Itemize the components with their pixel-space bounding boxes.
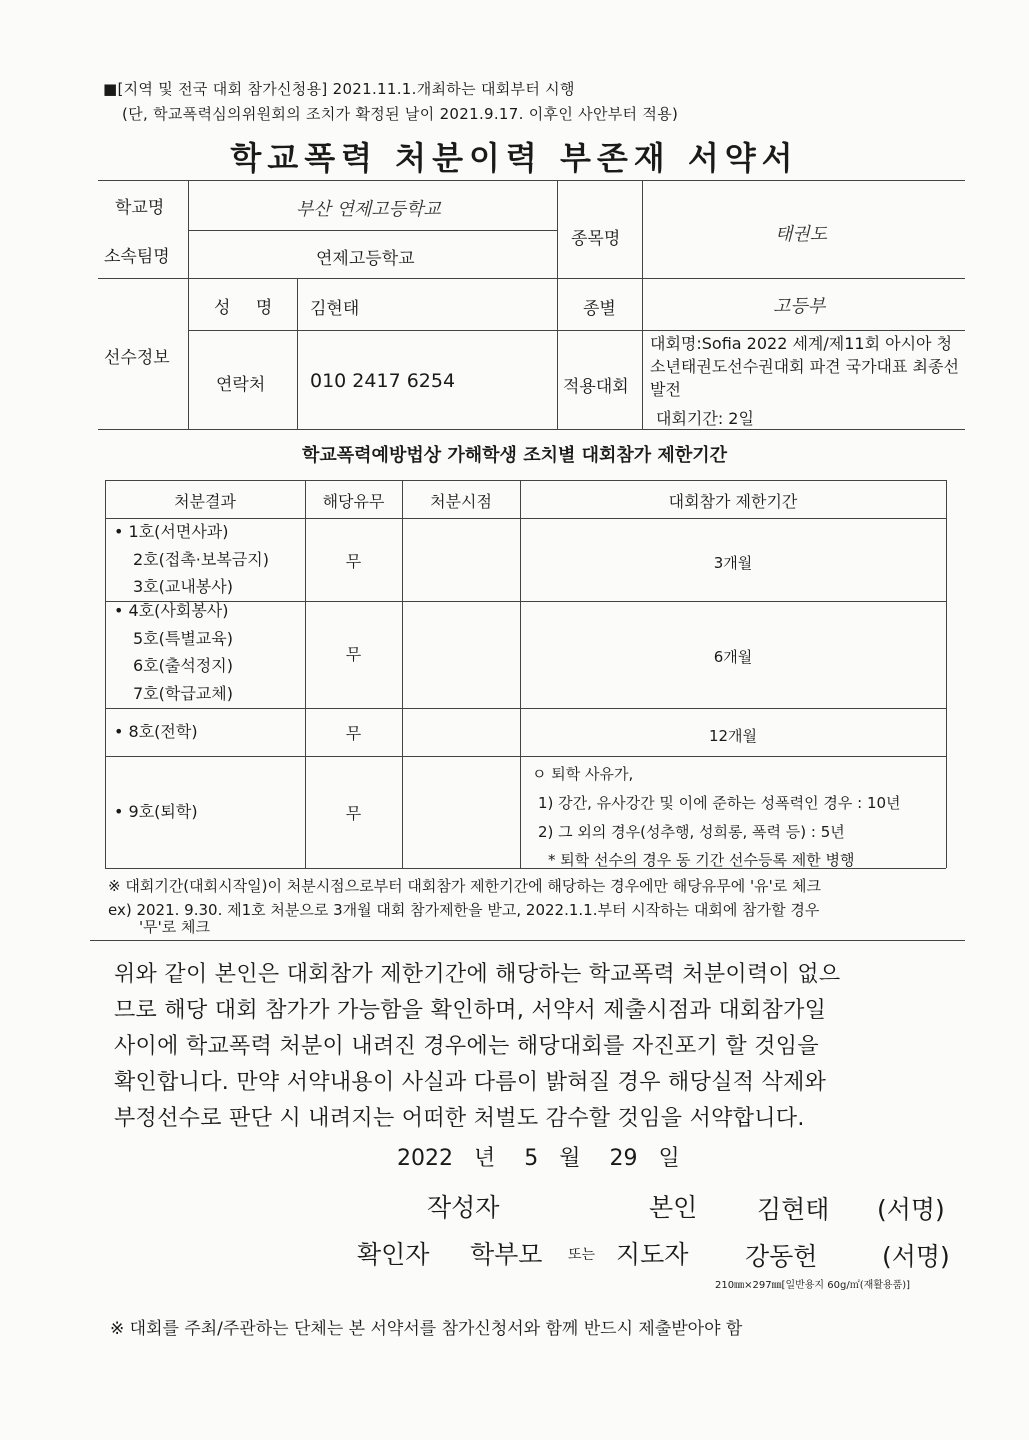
restriction-row-divider-2 [105,708,946,709]
name-label: 성 명 [214,298,283,318]
school-label: 학교명 [115,198,165,218]
info-table-divider-1 [98,278,965,279]
event-label: 종목명 [571,229,621,249]
result-item: 3호(교내봉사) [133,577,233,596]
restriction-period-value: 3개월 [713,554,753,572]
info-table-vline-1 [188,180,189,429]
restriction-vline-1 [105,480,106,868]
athlete-info-label: 선수정보 [104,348,170,368]
info-table-bottom-border [98,429,965,430]
info-table-vline-2 [297,278,298,429]
result-item: 7호(학급교체) [133,684,233,703]
pledge-line: 사이에 학교폭력 처분이 내려진 경우에는 해당대회를 자진포기 할 것임을 [114,1034,819,1059]
col-header-applicable: 해당유무 [322,492,385,511]
date-day: 29 [609,1146,638,1171]
meet-period: 대회기간: 2일 [656,409,754,428]
pledge-line: 므로 해당 대회 참가가 가능함을 확인하며, 서약서 제출시점과 대회참가일 [114,998,827,1023]
date-day-unit: 일 [658,1146,680,1171]
restriction-header-divider [105,518,946,519]
footer-note: ※ 대회를 주최/주관하는 단체는 본 서약서를 참가신청서와 함께 반드시 제출받아야 함 [110,1319,743,1339]
col-header-date: 처분시점 [430,492,492,511]
restriction-period-value: 12개월 [708,727,758,745]
paper-spec: 210㎜×297㎜[일반용지 60g/㎡(재활용품)] [715,1280,911,1291]
pledge-date [397,1141,680,1172]
info-table-vline-3 [557,180,558,429]
expulsion-condition-line: ㅇ 퇴학 사유가, [532,765,634,783]
pledge-line: 위와 같이 본인은 대회참가 제한기간에 해당하는 학교폭력 처분이력이 없으 [114,962,841,987]
header-line-2: (단, 학교폭력심의위원회의 조치가 확정된 날이 2021.9.17. 이후인 사안부터 적용) [122,105,679,123]
team-label: 소속팀명 [104,247,170,267]
restriction-note-1: ※ 대회기간(대회시작일)이 처분시점으로부터 대회참가 제한기간에 해당하는 경우에만 해당유무에 '유'로 체크 [108,877,821,895]
pledge-line: 확인합니다. 만약 서약내용이 사실과 다름이 밝혀질 경우 해당실적 삭제와 [114,1070,827,1095]
division-value: 고등부 [773,296,826,317]
restriction-table-top-border [105,480,946,481]
restriction-subtitle: 학교폭력예방법상 가해학생 조치별 대회참가 제한기간 [302,445,727,466]
restriction-period-value: 6개월 [713,648,753,666]
info-table-top-border [98,180,965,181]
document-title: 학교폭력 처분이력 부존재 서약서 [230,139,799,177]
school-value: 부산 연제고등학교 [296,199,441,220]
expulsion-condition-line: * 퇴학 선수의 경우 동 기간 선수등록 제한 병행 [548,851,855,869]
restriction-vline-5 [946,480,947,868]
header-line-1-text: [지역 및 전국 대회 참가신청용] 2021.11.1.개최하는 대회부터 시행 [117,80,575,98]
date-year-unit: 년 [474,1146,496,1171]
applicable-value: 무 [345,645,362,664]
result-item: 2호(접촉·보복금지) [133,550,269,569]
writer-signature: (서명) [877,1195,945,1224]
date-month-unit: 월 [559,1146,581,1171]
writer-name: 김현태 [757,1195,830,1224]
result-item: • 1호(서면사과) [114,522,229,541]
meet-label: 적용대회 [563,377,629,397]
notes-divider [90,940,965,941]
applicable-value: 무 [345,804,362,823]
result-item: • 8호(전학) [114,722,198,741]
restriction-note-3: '무'로 체크 [139,918,210,936]
header-line-1 [103,78,575,99]
name-value: 김현태 [310,299,360,319]
event-value: 태권도 [775,224,828,245]
restriction-row-divider-3 [105,756,946,757]
contact-value: 010 2417 6254 [310,370,456,392]
team-value: 연제고등학교 [316,249,415,269]
date-month: 5 [524,1146,539,1171]
writer-role: 본인 [649,1193,698,1222]
pledge-line: 부정선수로 판단 시 내려지는 어떠한 처벌도 감수할 것임을 서약합니다. [114,1106,805,1131]
col-header-result: 처분결과 [174,492,236,511]
applicable-value: 무 [345,724,362,743]
meet-name: 대회명:Sofia 2022 세계/제11회 아시아 청소년태권도선수권대회 파견 국가대표 최종선발전 [650,334,959,399]
restriction-note-2: ex) 2021. 9.30. 제1호 처분으로 3개월 대회 참가제한을 받고, 2022.1.1.부터 시작하는 대회에 참가할 경우 [108,901,820,919]
result-item: 6호(출석정지) [133,656,233,675]
result-item: 5호(특별교육) [133,629,233,648]
confirmer-signature: (서명) [882,1242,950,1271]
date-year: 2022 [397,1146,453,1171]
expulsion-condition-line: 2) 그 외의 경우(성추행, 성희롱, 폭력 등) : 5년 [538,823,845,841]
confirmer-role-parent: 학부모 [470,1240,543,1269]
restriction-vline-4 [520,480,521,868]
confirmer-or: 또는 [568,1247,596,1263]
col-header-period: 대회참가 제한기간 [668,492,798,511]
result-item: • 4호(사회봉사) [114,601,229,620]
applicable-value: 무 [345,552,362,571]
header-marker: ■ [103,80,118,98]
writer-label: 작성자 [427,1193,500,1222]
confirmer-name: 강동헌 [745,1242,818,1271]
info-table-divider-school [188,230,558,231]
division-label: 종별 [583,299,616,319]
restriction-row-divider-1 [105,601,946,602]
confirmer-role-coach: 지도자 [616,1240,689,1269]
info-table-vline-4 [642,180,643,429]
restriction-vline-3 [402,480,403,868]
info-table-divider-name [188,330,965,331]
contact-label: 연락처 [216,375,266,395]
result-item: • 9호(퇴학) [114,802,198,821]
confirmer-label: 확인자 [357,1240,430,1269]
expulsion-condition-line: 1) 강간, 유사강간 및 이에 준하는 성폭력인 경우 : 10년 [538,794,901,812]
